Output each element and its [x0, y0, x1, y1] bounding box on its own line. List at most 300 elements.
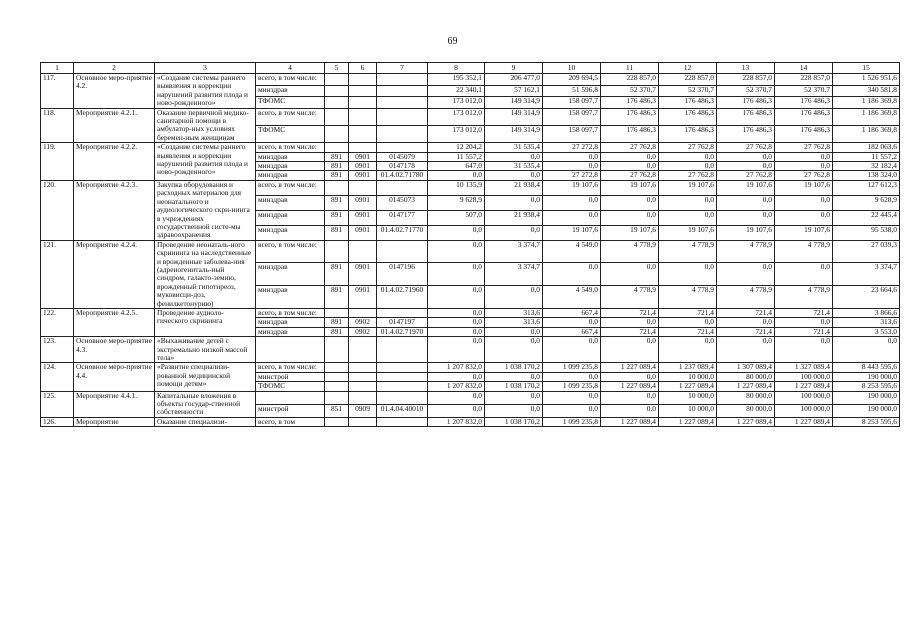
year-value: 4 549,0	[543, 240, 601, 263]
year-value: 27 762,8	[601, 143, 659, 152]
year-value: 0,0	[775, 162, 833, 171]
column-header-9: 9	[485, 63, 543, 74]
year-value: 10 000,0	[659, 404, 717, 417]
year-value: 1 038 170,2	[485, 417, 543, 426]
total-value: 32 182,4	[833, 162, 900, 171]
year-value: 1 099 235,8	[543, 417, 601, 426]
row-number: 122.	[41, 308, 74, 336]
grbs-code	[325, 143, 349, 152]
year-value: 0,0	[659, 263, 717, 286]
total-value: 11 557,2	[833, 152, 900, 161]
year-value: 19 107,6	[717, 180, 775, 195]
year-value: 0,0	[428, 327, 485, 336]
grbs-code	[325, 382, 349, 391]
year-value: 52 370,7	[601, 85, 659, 97]
section-code	[349, 143, 377, 152]
year-value: 206 477,0	[485, 74, 543, 86]
year-value: 0,0	[659, 162, 717, 171]
program-status: Мероприятие 4.2.1.	[74, 108, 155, 143]
section-code: 0901	[349, 152, 377, 161]
year-value: 4 778,9	[601, 286, 659, 309]
year-value: 31 535,4	[485, 143, 543, 152]
program-status: Мероприятие 4.2.3.	[74, 180, 155, 240]
total-value: 1 186 369,8	[833, 108, 900, 125]
year-value: 3 374,7	[485, 240, 543, 263]
year-value: 228 857,0	[659, 74, 717, 86]
funding-source: минздрав	[256, 225, 325, 240]
year-value: 27 272,8	[543, 143, 601, 152]
grbs-code	[325, 308, 349, 317]
year-value: 19 107,6	[775, 225, 833, 240]
year-value: 51 596,8	[543, 85, 601, 97]
target-article-code: 01.4.02.71780	[377, 171, 428, 180]
grbs-code	[325, 125, 349, 142]
year-value: 0,0	[717, 162, 775, 171]
year-value: 0,0	[717, 263, 775, 286]
grbs-code	[325, 85, 349, 97]
grbs-code	[325, 240, 349, 263]
year-value: 0,0	[543, 162, 601, 171]
funding-source: всего, в том числе:	[256, 143, 325, 152]
year-value: 0,0	[601, 372, 659, 381]
year-value: 1 099 235,8	[543, 363, 601, 372]
year-value: 0,0	[428, 225, 485, 240]
program-status: Мероприятие	[74, 417, 155, 426]
target-article-code: 01.4.04.40010	[377, 404, 428, 417]
year-value: 0,0	[485, 404, 543, 417]
year-value: 149 314,9	[485, 125, 543, 142]
year-value: 10 135,9	[428, 180, 485, 195]
year-value: 0,0	[428, 171, 485, 180]
year-value: 4 778,9	[659, 286, 717, 309]
year-value: 4 778,9	[717, 286, 775, 309]
year-value: 173 012,0	[428, 125, 485, 142]
funding-source: минздрав	[256, 286, 325, 309]
program-name: «Развитие специализи-рованной медицинской помощи детям»	[155, 363, 256, 391]
year-value: 0,0	[659, 318, 717, 327]
program-status: Мероприятие 4.2.2.	[74, 143, 155, 181]
total-value: 3 553,0	[833, 327, 900, 336]
table-row	[41, 391, 900, 404]
year-value: 721,4	[659, 308, 717, 317]
section-code	[349, 417, 377, 426]
funding-source	[256, 337, 325, 363]
total-value: 1 186 369,8	[833, 125, 900, 142]
section-code	[349, 382, 377, 391]
year-value: 0,0	[485, 225, 543, 240]
year-value: 1 227 089,4	[601, 382, 659, 391]
column-header-14: 14	[775, 63, 833, 74]
row-number: 125.	[41, 391, 74, 417]
year-value: 1 227 089,4	[659, 417, 717, 426]
year-value: 27 762,8	[717, 143, 775, 152]
funding-source: минстрой	[256, 372, 325, 381]
year-value: 4 778,9	[717, 240, 775, 263]
year-value: 0,0	[601, 337, 659, 363]
program-status: Мероприятие 4.2.5.	[74, 308, 155, 336]
year-value: 80 000,0	[717, 372, 775, 381]
year-value: 0,0	[428, 372, 485, 381]
column-header-10: 10	[543, 63, 601, 74]
section-code: 0901	[349, 210, 377, 225]
year-value: 1 227 089,4	[601, 363, 659, 372]
table-body	[41, 74, 900, 427]
column-header-1: 1	[41, 63, 74, 74]
row-number: 117.	[41, 74, 74, 109]
year-value: 1 237 089,4	[659, 363, 717, 372]
column-header-11: 11	[601, 63, 659, 74]
funding-source: минздрав	[256, 162, 325, 171]
year-value: 27 762,8	[601, 171, 659, 180]
grbs-code: 891	[325, 195, 349, 210]
year-value: 0,0	[775, 337, 833, 363]
table-header	[41, 63, 900, 74]
section-code	[349, 240, 377, 263]
year-value: 149 314,9	[485, 97, 543, 109]
grbs-code	[325, 337, 349, 363]
year-value: 158 097,7	[543, 108, 601, 125]
year-value: 176 486,3	[717, 108, 775, 125]
funding-source: всего, в том числе:	[256, 74, 325, 86]
year-value: 721,4	[775, 327, 833, 336]
program-status: Мероприятие 4.4.1.	[74, 391, 155, 417]
year-value: 0,0	[659, 152, 717, 161]
table-row	[41, 240, 900, 263]
year-value: 27 762,8	[717, 171, 775, 180]
year-value: 0,0	[428, 391, 485, 404]
grbs-code	[325, 363, 349, 372]
target-article-code	[377, 382, 428, 391]
year-value: 0,0	[717, 152, 775, 161]
funding-source: всего, в том числе:	[256, 108, 325, 125]
year-value: 22 340,1	[428, 85, 485, 97]
year-value: 721,4	[717, 308, 775, 317]
year-value: 0,0	[485, 327, 543, 336]
target-article-code	[377, 240, 428, 263]
year-value: 0,0	[601, 404, 659, 417]
total-value: 8 443 595,6	[833, 363, 900, 372]
section-code	[349, 391, 377, 404]
year-value: 1 207 832,0	[428, 363, 485, 372]
year-value: 173 012,0	[428, 97, 485, 109]
year-value: 647,0	[428, 162, 485, 171]
grbs-code	[325, 108, 349, 125]
year-value: 149 314,9	[485, 108, 543, 125]
table-row	[41, 180, 900, 195]
year-value: 176 486,3	[717, 97, 775, 109]
year-value: 27 762,8	[659, 171, 717, 180]
year-value: 0,0	[428, 318, 485, 327]
year-value: 4 549,0	[543, 286, 601, 309]
year-value: 1 207 832,0	[428, 417, 485, 426]
year-value: 4 778,9	[659, 240, 717, 263]
year-value: 0,0	[717, 318, 775, 327]
year-value: 1 227 089,4	[717, 382, 775, 391]
target-article-code: 0147177	[377, 210, 428, 225]
column-header-12: 12	[659, 63, 717, 74]
year-value: 176 486,3	[659, 97, 717, 109]
year-value: 176 486,3	[717, 125, 775, 142]
row-number: 121.	[41, 240, 74, 308]
year-value: 0,0	[485, 372, 543, 381]
section-code	[349, 363, 377, 372]
column-header-3: 3	[155, 63, 256, 74]
year-value: 0,0	[717, 210, 775, 225]
program-name: «Создание системы раннего выявления и коррекции нарушений развития плода и ново-рожденного»	[155, 74, 256, 109]
year-value: 0,0	[485, 391, 543, 404]
total-value: 3 866,6	[833, 308, 900, 317]
year-value: 1 099 235,8	[543, 382, 601, 391]
year-value: 228 857,0	[717, 74, 775, 86]
section-code	[349, 74, 377, 86]
year-value: 0,0	[543, 391, 601, 404]
target-article-code	[377, 308, 428, 317]
year-value: 100 000,0	[775, 404, 833, 417]
year-value: 0,0	[717, 195, 775, 210]
target-article-code	[377, 143, 428, 152]
year-value: 1 227 089,4	[717, 417, 775, 426]
grbs-code: 851	[325, 404, 349, 417]
year-value: 19 107,6	[601, 180, 659, 195]
year-value: 10 000,0	[659, 391, 717, 404]
year-value: 0,0	[485, 195, 543, 210]
section-code: 0901	[349, 263, 377, 286]
grbs-code: 891	[325, 225, 349, 240]
year-value: 100 000,0	[775, 391, 833, 404]
table-row	[41, 337, 900, 363]
grbs-code: 891	[325, 171, 349, 180]
year-value: 0,0	[659, 210, 717, 225]
year-value: 3 374,7	[485, 263, 543, 286]
year-value: 0,0	[543, 263, 601, 286]
year-value: 100 000,0	[775, 372, 833, 381]
year-value: 19 107,6	[659, 225, 717, 240]
table-row	[41, 417, 900, 426]
section-code	[349, 337, 377, 363]
year-value: 19 107,6	[543, 180, 601, 195]
year-value: 10 000,0	[659, 372, 717, 381]
row-number: 123.	[41, 337, 74, 363]
year-value: 721,4	[775, 308, 833, 317]
year-value: 0,0	[717, 337, 775, 363]
total-value: 190 000,0	[833, 404, 900, 417]
target-article-code: 0147196	[377, 263, 428, 286]
year-value: 176 486,3	[775, 125, 833, 142]
total-value: 27 039,3	[833, 240, 900, 263]
year-value: 4 778,9	[775, 286, 833, 309]
year-value: 0,0	[485, 152, 543, 161]
total-value: 95 538,0	[833, 225, 900, 240]
year-value: 228 857,0	[601, 74, 659, 86]
section-code	[349, 372, 377, 381]
funding-source: всего, в том числе:	[256, 363, 325, 372]
year-value: 0,0	[428, 240, 485, 263]
column-header-7: 7	[377, 63, 428, 74]
total-value: 313,6	[833, 318, 900, 327]
funding-source: ТФОМС	[256, 97, 325, 109]
year-value: 0,0	[428, 337, 485, 363]
funding-source: ТФОМС	[256, 382, 325, 391]
section-code	[349, 108, 377, 125]
total-value: 8 253 595,6	[833, 417, 900, 426]
year-value: 80 000,0	[717, 391, 775, 404]
program-name: Капитальные вложения в объекты государ-ственной собственности	[155, 391, 256, 417]
target-article-code: 01.4.02.71770	[377, 225, 428, 240]
year-value: 0,0	[428, 286, 485, 309]
year-value: 52 370,7	[717, 85, 775, 97]
year-value: 4 778,9	[601, 240, 659, 263]
total-value: 3 374,7	[833, 263, 900, 286]
total-value: 0,0	[833, 337, 900, 363]
target-article-code: 0147197	[377, 318, 428, 327]
year-value: 0,0	[485, 286, 543, 309]
year-value: 667,4	[543, 308, 601, 317]
table-row	[41, 74, 900, 86]
funding-source: минздрав	[256, 318, 325, 327]
column-header-2: 2	[74, 63, 155, 74]
target-article-code	[377, 74, 428, 86]
year-value: 176 486,3	[775, 97, 833, 109]
year-value: 31 535,4	[485, 162, 543, 171]
year-value: 313,6	[485, 308, 543, 317]
funding-source: всего, в том числе:	[256, 308, 325, 317]
column-header-5: 5	[325, 63, 349, 74]
funding-source: минздрав	[256, 195, 325, 210]
column-number-row	[41, 63, 900, 74]
year-value: 0,0	[601, 263, 659, 286]
year-value: 0,0	[601, 391, 659, 404]
year-value: 0,0	[485, 171, 543, 180]
section-code: 0909	[349, 404, 377, 417]
year-value: 0,0	[428, 404, 485, 417]
grbs-code: 891	[325, 327, 349, 336]
year-value: 0,0	[775, 195, 833, 210]
target-article-code	[377, 85, 428, 97]
page-number: 69	[447, 36, 458, 47]
grbs-code: 891	[325, 318, 349, 327]
year-value: 176 486,3	[659, 125, 717, 142]
target-article-code	[377, 391, 428, 404]
year-value: 173 012,0	[428, 108, 485, 125]
section-code: 0901	[349, 195, 377, 210]
column-header-4: 4	[256, 63, 325, 74]
grbs-code	[325, 180, 349, 195]
total-value: 190 000,0	[833, 372, 900, 381]
funding-source: всего, в том числе:	[256, 180, 325, 195]
funding-source: минздрав	[256, 85, 325, 97]
year-value: 0,0	[428, 263, 485, 286]
funding-source: минстрой	[256, 404, 325, 417]
year-value: 19 107,6	[717, 225, 775, 240]
section-code: 0901	[349, 162, 377, 171]
row-number: 124.	[41, 363, 74, 391]
target-article-code	[377, 363, 428, 372]
year-value: 0,0	[485, 337, 543, 363]
column-header-8: 8	[428, 63, 485, 74]
target-article-code: 0147178	[377, 162, 428, 171]
funding-source: минздрав	[256, 152, 325, 161]
row-number: 120.	[41, 180, 74, 240]
year-value: 176 486,3	[659, 108, 717, 125]
funding-source: минздрав	[256, 327, 325, 336]
target-article-code	[377, 337, 428, 363]
year-value: 1 227 089,4	[775, 382, 833, 391]
year-value: 27 762,8	[659, 143, 717, 152]
total-value: 138 324,0	[833, 171, 900, 180]
program-status: Основное меро-приятие 4.3.	[74, 337, 155, 363]
year-value: 57 162,1	[485, 85, 543, 97]
funding-source: минздрав	[256, 263, 325, 286]
year-value: 80 000,0	[717, 404, 775, 417]
section-code: 0902	[349, 327, 377, 336]
year-value: 27 762,8	[775, 171, 833, 180]
year-value: 313,6	[485, 318, 543, 327]
year-value: 0,0	[601, 152, 659, 161]
table-row	[41, 108, 900, 125]
target-article-code: 0145079	[377, 152, 428, 161]
program-name: Оказание первичной медико-санитарной помощи в амбулатор-ных условиях беремен-ным женщинам	[155, 108, 256, 143]
section-code	[349, 125, 377, 142]
year-value: 1 307 089,4	[717, 363, 775, 372]
total-value: 22 445,4	[833, 210, 900, 225]
target-article-code	[377, 372, 428, 381]
year-value: 176 486,3	[601, 108, 659, 125]
budget-table	[40, 62, 900, 427]
year-value: 19 107,6	[543, 225, 601, 240]
target-article-code	[377, 97, 428, 109]
year-value: 52 370,7	[775, 85, 833, 97]
year-value: 0,0	[543, 195, 601, 210]
total-value: 9 628,9	[833, 195, 900, 210]
funding-source: минздрав	[256, 171, 325, 180]
year-value: 721,4	[601, 308, 659, 317]
year-value: 721,4	[659, 327, 717, 336]
year-value: 0,0	[543, 318, 601, 327]
grbs-code: 891	[325, 286, 349, 309]
year-value: 0,0	[775, 152, 833, 161]
column-header-13: 13	[717, 63, 775, 74]
year-value: 19 107,6	[775, 180, 833, 195]
year-value: 209 694,5	[543, 74, 601, 86]
grbs-code	[325, 74, 349, 86]
program-status: Основное меро-приятие 4.4.	[74, 363, 155, 391]
year-value: 21 938,4	[485, 210, 543, 225]
program-status: Основное меро-приятие 4.2.	[74, 74, 155, 109]
year-value: 0,0	[601, 195, 659, 210]
program-name: Проведение неонаталь-ного скрининга на наследственные и врожденные заболева-ния (адреногениталь-ный синдром, галакто-земию, врожденный гипотиреоз, муковисци-доз, фенилкетонурию)	[155, 240, 256, 308]
year-value: 9 628,9	[428, 195, 485, 210]
year-value: 0,0	[775, 210, 833, 225]
year-value: 21 938,4	[485, 180, 543, 195]
total-value: 190 000,0	[833, 391, 900, 404]
year-value: 176 486,3	[601, 97, 659, 109]
grbs-code	[325, 391, 349, 404]
year-value: 667,4	[543, 327, 601, 336]
funding-source: всего, в том числе:	[256, 240, 325, 263]
target-article-code: 01.4.02.71970	[377, 327, 428, 336]
year-value: 12 204,2	[428, 143, 485, 152]
year-value: 19 107,6	[659, 180, 717, 195]
year-value: 195 352,1	[428, 74, 485, 86]
year-value: 0,0	[775, 263, 833, 286]
section-code	[349, 97, 377, 109]
total-value: 127 612,3	[833, 180, 900, 195]
program-name: «Создание системы раннего выявления и коррекции нарушений развития плода и ново-рожденного»	[155, 143, 256, 181]
table-row	[41, 143, 900, 152]
program-status: Мероприятие 4.2.4.	[74, 240, 155, 308]
year-value: 0,0	[659, 337, 717, 363]
funding-source: всего, в том	[256, 417, 325, 426]
